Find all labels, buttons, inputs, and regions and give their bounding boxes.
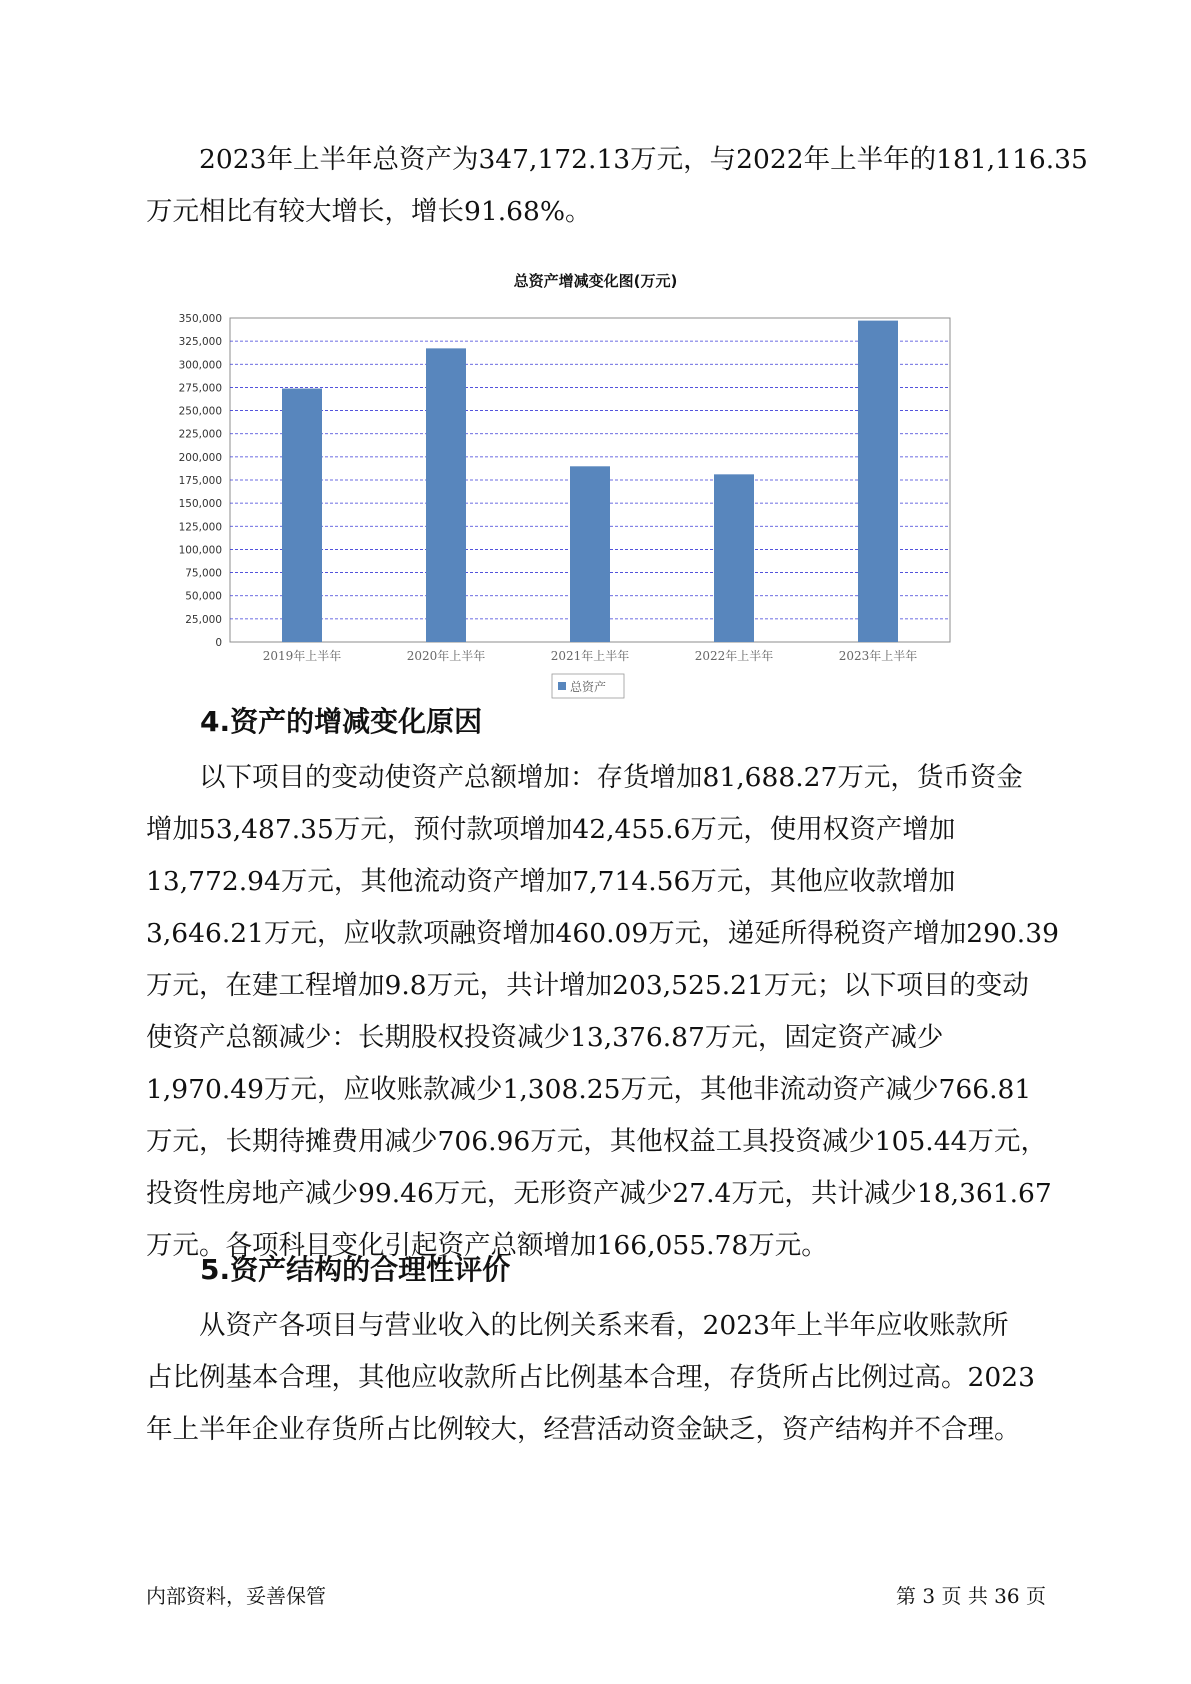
bar	[714, 474, 754, 642]
chart-title: 总资产增减变化图(万元)	[513, 272, 678, 290]
section4-line: 投资性房地产减少99.46万元，无形资产减少27.4万元，共计减少18,361.67	[146, 1178, 1052, 1209]
section4-line: 万元，长期待摊费用减少706.96万元，其他权益工具投资减少105.44万元，	[146, 1126, 1047, 1157]
section4-line: 以下项目的变动使资产总额增加：存货增加81,688.27万元，货币资金	[199, 762, 1023, 793]
footer-left: 内部资料，妥善保管	[146, 1584, 326, 1608]
y-tick-label: 225,000	[178, 428, 222, 441]
footer-page-number: 第 3 页 共 36 页	[896, 1584, 1046, 1608]
section4-line: 万元，在建工程增加9.8万元，共计增加203,525.21万元；以下项目的变动	[146, 970, 1029, 1001]
section4-line: 3,646.21万元，应收款项融资增加460.09万元，递延所得税资产增加290.39	[146, 918, 1059, 949]
bar	[570, 466, 610, 642]
x-tick-label: 2021年上半年	[550, 649, 630, 663]
y-tick-label: 100,000	[178, 544, 222, 557]
y-tick-label: 175,000	[178, 475, 222, 487]
bar	[426, 348, 466, 642]
section5-heading: 5.资产结构的合理性评价	[200, 1253, 511, 1286]
y-tick-label: 125,000	[178, 521, 222, 534]
intro-line: 万元相比有较大增长，增长91.68%。	[146, 196, 592, 227]
x-tick-label: 2022年上半年	[694, 649, 774, 663]
y-tick-label: 150,000	[178, 498, 222, 511]
y-tick-label: 250,000	[178, 405, 222, 418]
section4-line: 万元。各项科目变化引起资产总额增加166,055.78万元。	[146, 1230, 828, 1261]
y-tick-label: 300,000	[178, 359, 222, 372]
y-tick-label: 200,000	[178, 451, 222, 464]
y-tick-label: 325,000	[178, 336, 222, 349]
section4-line: 使资产总额减少：长期股权投资减少13,376.87万元，固定资产减少	[146, 1022, 944, 1053]
section4-paragraph	[146, 752, 1059, 1272]
bar	[858, 321, 898, 642]
x-tick-label: 2020年上半年	[406, 649, 486, 663]
y-tick-label: 275,000	[178, 382, 222, 395]
legend-swatch	[558, 682, 566, 690]
bar	[282, 389, 322, 642]
intro-paragraph	[146, 134, 1088, 238]
x-tick-label: 2023年上半年	[838, 649, 918, 663]
x-tick-label: 2019年上半年	[262, 649, 342, 663]
section5-line: 占比例基本合理，其他应收款所占比例基本合理，存货所占比例过高。2023	[146, 1362, 1035, 1393]
y-tick-label: 0	[215, 637, 222, 649]
y-tick-label: 350,000	[178, 313, 222, 325]
section4-line: 增加53,487.35万元，预付款项增加42,455.6万元，使用权资产增加	[146, 814, 956, 845]
section4-heading: 4.资产的增减变化原因	[200, 705, 483, 738]
y-tick-label: 25,000	[185, 613, 222, 626]
legend-label: 总资产	[570, 680, 607, 694]
y-tick-label: 50,000	[185, 590, 222, 603]
section5-line: 从资产各项目与营业收入的比例关系来看，2023年上半年应收账款所	[199, 1310, 1009, 1341]
intro-line: 2023年上半年总资产为347,172.13万元，与2022年上半年的181,116.35	[199, 144, 1088, 175]
section4-line: 1,970.49万元，应收账款减少1,308.25万元，其他非流动资产减少766.81	[146, 1074, 1032, 1105]
y-tick-label: 75,000	[185, 567, 222, 580]
section5-line: 年上半年企业存货所占比例较大，经营活动资金缺乏，资产结构并不合理。	[146, 1414, 1021, 1445]
section4-line: 13,772.94万元，其他流动资产增加7,714.56万元，其他应收款增加	[146, 866, 956, 897]
total-assets-bar-chart	[150, 306, 950, 694]
section5-paragraph	[146, 1300, 1046, 1456]
